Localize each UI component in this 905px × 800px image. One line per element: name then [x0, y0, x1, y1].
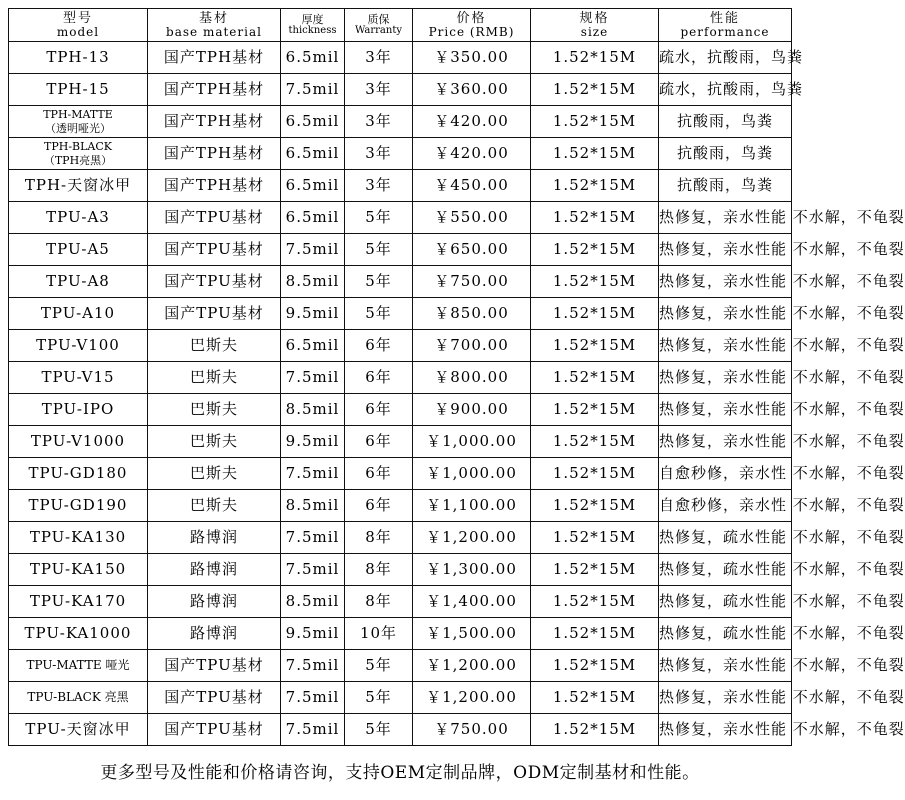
warranty-cell: 8年 [345, 522, 413, 554]
warranty-cell: 6年 [345, 330, 413, 362]
thickness-cell: 8.5mil [281, 266, 345, 298]
performance-cell: 抗酸雨，鸟粪 [659, 138, 792, 170]
warranty-cell: 6年 [345, 426, 413, 458]
base-material-cell: 路博润 [148, 522, 281, 554]
model-cell: TPH-13 [9, 42, 148, 74]
model-cell: TPH-天窗冰甲 [9, 170, 148, 202]
size-cell: 1.52*15M [531, 170, 659, 202]
table-row [9, 234, 792, 266]
base-material-cell: 巴斯夫 [148, 426, 281, 458]
warranty-cell: 3年 [345, 74, 413, 106]
model-cell: TPU-KA130 [9, 522, 148, 554]
warranty-cell: 5年 [345, 714, 413, 746]
base-material-cell: 国产TPU基材 [148, 234, 281, 266]
base-material-cell: 国产TPU基材 [148, 682, 281, 714]
thickness-cell: 8.5mil [281, 586, 345, 618]
base-material-cell: 国产TPU基材 [148, 298, 281, 330]
price-cell: ￥1,400.00 [413, 586, 531, 618]
table-body [9, 42, 905, 746]
thickness-cell: 6.5mil [281, 202, 345, 234]
model-cell: TPU-A8 [9, 266, 148, 298]
base-material-cell: 国产TPH基材 [148, 42, 281, 74]
table-row [9, 362, 792, 394]
model-subtitle: （透明哑光） [45, 121, 111, 135]
price-table [8, 8, 905, 746]
table-row [9, 74, 792, 106]
price-cell: ￥450.00 [413, 170, 531, 202]
table-row [9, 42, 792, 74]
base-material-cell: 国产TPH基材 [148, 74, 281, 106]
warranty-cell: 5年 [345, 298, 413, 330]
performance-cell: 热修复，亲水性能 不水解，不龟裂 [659, 234, 792, 266]
warranty-cell: 8年 [345, 586, 413, 618]
price-cell: ￥550.00 [413, 202, 531, 234]
size-cell: 1.52*15M [531, 394, 659, 426]
size-cell: 1.52*15M [531, 106, 659, 138]
table-row [9, 554, 792, 586]
performance-cell: 热修复，亲水性能 不水解，不龟裂 [659, 650, 792, 682]
thickness-cell: 6.5mil [281, 138, 345, 170]
table-row [9, 618, 792, 650]
price-cell: ￥1,200.00 [413, 650, 531, 682]
thickness-cell: 7.5mil [281, 362, 345, 394]
performance-cell: 热修复，亲水性能 不水解，不龟裂 [659, 202, 792, 234]
performance-cell: 热修复，亲水性能 不水解，不龟裂 [659, 330, 792, 362]
table-row [9, 586, 792, 618]
thickness-cell: 9.5mil [281, 618, 345, 650]
performance-cell: 热修复，疏水性能 不水解，不龟裂 [659, 618, 792, 650]
size-cell: 1.52*15M [531, 202, 659, 234]
performance-cell: 疏水，抗酸雨，鸟粪 [659, 74, 792, 106]
table-row [9, 650, 792, 682]
size-cell: 1.52*15M [531, 714, 659, 746]
model-cell: TPU-V100 [9, 330, 148, 362]
price-cell: ￥750.00 [413, 266, 531, 298]
warranty-cell: 3年 [345, 138, 413, 170]
performance-cell: 自愈秒修，亲水性 不水解，不龟裂 [659, 490, 792, 522]
base-material-cell: 路博润 [148, 586, 281, 618]
table-row [9, 490, 792, 522]
size-cell: 1.52*15M [531, 330, 659, 362]
thickness-cell: 7.5mil [281, 554, 345, 586]
model-name: TPH-MATTE [43, 107, 113, 121]
header-model: 型号 model [9, 9, 148, 42]
table-row [9, 266, 792, 298]
warranty-cell: 5年 [345, 234, 413, 266]
performance-cell: 热修复，疏水性能 不水解，不龟裂 [659, 554, 792, 586]
size-cell: 1.52*15M [531, 522, 659, 554]
model-cell: TPU-A10 [9, 298, 148, 330]
base-material-cell: 巴斯夫 [148, 490, 281, 522]
thickness-cell: 6.5mil [281, 330, 345, 362]
header-base-material: 基材 base material [148, 9, 281, 42]
base-material-cell: 国产TPU基材 [148, 266, 281, 298]
size-cell: 1.52*15M [531, 618, 659, 650]
thickness-cell: 7.5mil [281, 714, 345, 746]
price-cell: ￥360.00 [413, 74, 531, 106]
base-material-cell: 路博润 [148, 618, 281, 650]
warranty-cell: 3年 [345, 106, 413, 138]
performance-cell: 自愈秒修，亲水性 不水解，不龟裂 [659, 458, 792, 490]
model-name: TPH-BLACK [43, 139, 112, 153]
model-cell [9, 106, 148, 138]
base-material-cell: 巴斯夫 [148, 362, 281, 394]
base-material-cell: 国产TPH基材 [148, 106, 281, 138]
header-row [9, 9, 792, 42]
size-cell: 1.52*15M [531, 138, 659, 170]
warranty-cell: 6年 [345, 490, 413, 522]
thickness-cell: 7.5mil [281, 682, 345, 714]
warranty-cell: 10年 [345, 618, 413, 650]
table-row [9, 170, 792, 202]
table-row [9, 138, 792, 170]
table-row [9, 714, 792, 746]
base-material-cell: 路博润 [148, 554, 281, 586]
price-cell: ￥1,500.00 [413, 618, 531, 650]
base-material-cell: 国产TPH基材 [148, 138, 281, 170]
warranty-cell: 3年 [345, 170, 413, 202]
base-material-cell: 巴斯夫 [148, 330, 281, 362]
table-row [9, 330, 792, 362]
size-cell: 1.52*15M [531, 298, 659, 330]
price-cell: ￥1,000.00 [413, 458, 531, 490]
size-cell: 1.52*15M [531, 426, 659, 458]
model-cell: TPU-GD190 [9, 490, 148, 522]
base-material-cell: 国产TPH基材 [148, 170, 281, 202]
thickness-cell: 6.5mil [281, 106, 345, 138]
price-cell: ￥1,100.00 [413, 490, 531, 522]
performance-cell: 热修复，亲水性能 不水解，不龟裂 [659, 682, 792, 714]
size-cell: 1.52*15M [531, 362, 659, 394]
performance-cell: 热修复，亲水性能 不水解，不龟裂 [659, 362, 792, 394]
price-cell: ￥800.00 [413, 362, 531, 394]
model-cell: TPU-KA150 [9, 554, 148, 586]
warranty-cell: 6年 [345, 458, 413, 490]
size-cell: 1.52*15M [531, 266, 659, 298]
table-row [9, 426, 792, 458]
size-cell: 1.52*15M [531, 42, 659, 74]
warranty-cell: 5年 [345, 682, 413, 714]
size-cell: 1.52*15M [531, 458, 659, 490]
price-cell: ￥1,200.00 [413, 682, 531, 714]
header-thickness: 厚度 thickness [281, 9, 345, 42]
price-cell: ￥900.00 [413, 394, 531, 426]
price-cell: ￥420.00 [413, 106, 531, 138]
table-row [9, 458, 792, 490]
model-cell: TPU-GD180 [9, 458, 148, 490]
performance-cell: 热修复，亲水性能 不水解，不龟裂 [659, 714, 792, 746]
price-cell: ￥650.00 [413, 234, 531, 266]
thickness-cell: 7.5mil [281, 234, 345, 266]
footer-note: 更多型号及性能和价格请咨询，支持OEM定制品牌，ODM定制基材和性能。 [100, 763, 700, 783]
base-material-cell: 巴斯夫 [148, 394, 281, 426]
table-row [9, 202, 792, 234]
table-row [9, 298, 792, 330]
size-cell: 1.52*15M [531, 234, 659, 266]
model-cell: TPU-A3 [9, 202, 148, 234]
performance-cell: 热修复，亲水性能 不水解，不龟裂 [659, 298, 792, 330]
model-cell [9, 138, 148, 170]
size-cell: 1.52*15M [531, 74, 659, 106]
thickness-cell: 7.5mil [281, 650, 345, 682]
size-cell: 1.52*15M [531, 682, 659, 714]
price-cell: ￥700.00 [413, 330, 531, 362]
table-row [9, 106, 792, 138]
model-cell: TPU-V15 [9, 362, 148, 394]
model-cell: TPU-KA1000 [9, 618, 148, 650]
price-cell: ￥350.00 [413, 42, 531, 74]
warranty-cell: 8年 [345, 554, 413, 586]
performance-cell: 抗酸雨，鸟粪 [659, 170, 792, 202]
base-material-cell: 巴斯夫 [148, 458, 281, 490]
price-cell: ￥1,200.00 [413, 522, 531, 554]
table-row [9, 394, 792, 426]
thickness-cell: 9.5mil [281, 298, 345, 330]
warranty-cell: 5年 [345, 650, 413, 682]
price-cell: ￥420.00 [413, 138, 531, 170]
performance-cell: 热修复，疏水性能 不水解，不龟裂 [659, 586, 792, 618]
performance-cell: 热修复，亲水性能 不水解，不龟裂 [659, 426, 792, 458]
thickness-cell: 6.5mil [281, 170, 345, 202]
header-size: 规格 size [531, 9, 659, 42]
base-material-cell: 国产TPU基材 [148, 650, 281, 682]
warranty-cell: 6年 [345, 362, 413, 394]
warranty-cell: 6年 [345, 394, 413, 426]
price-cell: ￥1,300.00 [413, 554, 531, 586]
header-performance: 性能 performance [659, 9, 792, 42]
table-row [9, 682, 792, 714]
size-cell: 1.52*15M [531, 586, 659, 618]
header-price: 价格 Price (RMB) [413, 9, 531, 42]
model-cell: TPU-V1000 [9, 426, 148, 458]
thickness-cell: 7.5mil [281, 74, 345, 106]
header-warranty: 质保 Warranty [345, 9, 413, 42]
thickness-cell: 8.5mil [281, 394, 345, 426]
warranty-cell: 3年 [345, 42, 413, 74]
warranty-cell: 5年 [345, 202, 413, 234]
price-cell: ￥750.00 [413, 714, 531, 746]
size-cell: 1.52*15M [531, 554, 659, 586]
performance-cell: 疏水，抗酸雨，鸟粪 [659, 42, 792, 74]
model-cell: TPU-MATTE 哑光 [9, 650, 148, 682]
warranty-cell: 5年 [345, 266, 413, 298]
thickness-cell: 7.5mil [281, 522, 345, 554]
model-cell: TPU-KA170 [9, 586, 148, 618]
performance-cell: 热修复，亲水性能 不水解，不龟裂 [659, 266, 792, 298]
price-cell: ￥850.00 [413, 298, 531, 330]
model-cell: TPU-A5 [9, 234, 148, 266]
thickness-cell: 9.5mil [281, 426, 345, 458]
thickness-cell: 8.5mil [281, 490, 345, 522]
model-cell: TPU-BLACK 亮黑 [9, 682, 148, 714]
thickness-cell: 6.5mil [281, 42, 345, 74]
price-cell: ￥1,000.00 [413, 426, 531, 458]
performance-cell: 热修复，疏水性能 不水解，不龟裂 [659, 522, 792, 554]
table-row [9, 522, 792, 554]
base-material-cell: 国产TPU基材 [148, 714, 281, 746]
thickness-cell: 7.5mil [281, 458, 345, 490]
size-cell: 1.52*15M [531, 490, 659, 522]
model-cell: TPU-天窗冰甲 [9, 714, 148, 746]
performance-cell: 热修复，亲水性能 不水解，不龟裂 [659, 394, 792, 426]
base-material-cell: 国产TPU基材 [148, 202, 281, 234]
model-cell: TPU-IPO [9, 394, 148, 426]
size-cell: 1.52*15M [531, 650, 659, 682]
performance-cell: 抗酸雨，鸟粪 [659, 106, 792, 138]
model-cell: TPH-15 [9, 74, 148, 106]
model-subtitle: （TPH亮黑） [43, 153, 113, 167]
